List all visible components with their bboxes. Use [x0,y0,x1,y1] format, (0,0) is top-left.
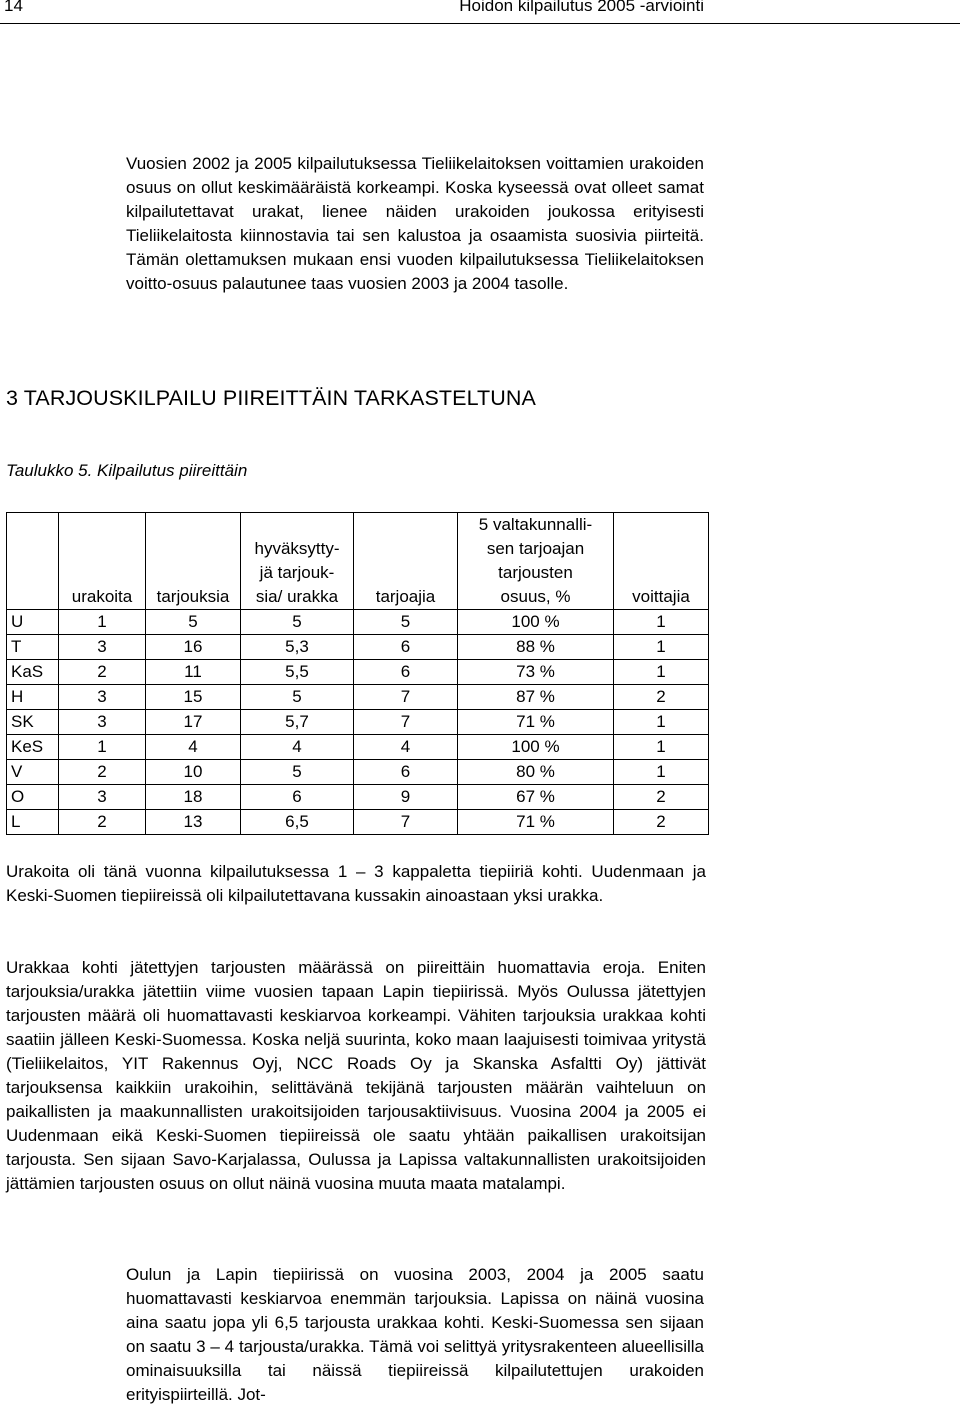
row-label-cell: H [7,685,59,710]
table-cell: 2 [614,810,709,835]
table-cell: 7 [354,810,458,835]
table-cell: 5 [354,610,458,635]
table-cell: 3 [59,785,146,810]
table-cell: 67 % [458,785,614,810]
row-label-cell: T [7,635,59,660]
table-row [7,710,709,735]
table-cell: 4 [146,735,241,760]
table-cell: 11 [146,660,241,685]
section-heading: 3 TARJOUSKILPAILU PIIREITTÄIN TARKASTELTUNA [6,386,536,410]
row-label-cell: U [7,610,59,635]
table-cell: 1 [614,635,709,660]
table-cell: 1 [614,760,709,785]
table-row [7,810,709,835]
table-cell: 87 % [458,685,614,710]
table-cell: 6 [354,760,458,785]
column-header: tarjoajia [354,513,458,610]
table-cell: 5 [241,685,354,710]
table-cell: 71 % [458,710,614,735]
intro-paragraph: Vuosien 2002 ja 2005 kilpailutuksessa Tieliikelaitoksen voittamien urakoiden osuus on ollut keskimääräistä korkeampi. Koska kyseessä ovat olleet samat kilpailutettavat urakat, lienee näiden urakoiden joukossa erityisesti Tieliikelaitosta kiinnostavia tai sen kalustoa ja osaamista suosivia piirteitä. Tämän olettamuksen mukaan ensi vuoden kilpailutuksessa Tieliikelaitoksen voitto-osuus palautunee taas vuosien 2003 ja 2004 tasolle. [126,154,704,293]
table-cell: 1 [614,660,709,685]
table-row [7,735,709,760]
table-cell: 71 % [458,810,614,835]
results-table [6,512,709,835]
table-cell: 3 [59,710,146,735]
table-row [7,635,709,660]
row-label-cell: L [7,810,59,835]
running-title: Hoidon kilpailutus 2005 -arviointi [459,0,704,15]
paragraph-after-table-1: Urakoita oli tänä vuonna kilpailutuksessa 1 – 3 kappaletta tiepiiriä kohti. Uudenmaan ja Keski-Suomen tiepiireissä oli kilpailutettavana kussakin ainoastaan yksi urakka. [6,862,706,905]
table-cell: 2 [59,810,146,835]
column-header: tarjouksia [146,513,241,610]
table-caption: Taulukko 5. Kilpailutus piireittäin [6,461,248,480]
table-cell: 88 % [458,635,614,660]
table-cell: 1 [59,735,146,760]
table-cell: 6 [354,635,458,660]
table-cell: 3 [59,635,146,660]
table-cell: 100 % [458,735,614,760]
table-cell: 7 [354,710,458,735]
column-header: 5 valtakunnalli- sen tarjoajan tarjousten osuus, % [458,513,614,610]
row-label-cell: O [7,785,59,810]
table-cell: 18 [146,785,241,810]
table-cell: 1 [614,610,709,635]
column-header: hyväksytty- jä tarjouk- sia/ urakka [241,513,354,610]
table-cell: 3 [59,685,146,710]
table-cell: 17 [146,710,241,735]
table-cell: 5,3 [241,635,354,660]
column-header: voittajia [614,513,709,610]
table-cell: 73 % [458,660,614,685]
table-cell: 1 [59,610,146,635]
paragraph-after-table-3: Oulun ja Lapin tiepiirissä on vuosina 2003, 2004 ja 2005 saatu huomattavasti keskiarvoa enemmän tarjouksia. Lapissa on näinä vuosina aina saatu jopa yli 6,5 tarjousta urakkaa kohti. Keski-Suomessa sen sijaan on saatu 3 – 4 tarjousta/urakka. Tämä voi selittyä yritysrakenteen alueellisilla ominaisuuksilla tai näissä tiepiireissä kilpailutettujen urakoiden erityispiirteillä. Jot- [126,1265,704,1404]
table-header-row [7,513,709,610]
table-cell: 6 [241,785,354,810]
page-number: 14 [4,0,23,15]
table-cell: 7 [354,685,458,710]
table-cell: 2 [59,660,146,685]
column-header [7,513,59,610]
header-rule [0,23,960,24]
table-row [7,610,709,635]
table-row [7,660,709,685]
table-row [7,685,709,710]
table-cell: 13 [146,810,241,835]
paragraph-after-table-2: Urakkaa kohti jätettyjen tarjousten määrässä on piireittäin huomattavia eroja. Eniten tarjouksia/urakka jätettiin viime vuosien tapaan Lapin tiepiirissä. Myös Oulussa jätettyjen tarjousten määrä oli huomattavasti keskiarvoa korkeampi. Vähiten tarjouksia urakkaa kohti saatiin jälleen Keski-Suomessa. Koska neljä suurinta, koko maan laajuisesti toimivaa yritystä (Tieliikelaitos, YIT Rakennus Oyj, NCC Roads Oy ja Skanska Asfaltti Oy) jättivät tarjouksensa kaikkiin urakoihin, selittävänä tekijänä tarjousten määrän vaihteluun on paikallisten ja maakunnallisten urakoitsijoiden tarjousaktiivisuus. Vuosina 2004 ja 2005 ei Uudenmaan eikä Keski-Suomen tiepiireissä ole saatu yhtään paikallisen urakoitsijan tarjousta. Sen sijaan Savo-Karjalassa, Oulussa ja Lapissa valtakunnallisten urakoitsijoiden jättämien tarjousten osuus on ollut näinä vuosina muuta maata matalampi. [6,958,706,1193]
page-header [0,0,960,24]
table-cell: 5 [146,610,241,635]
table-cell: 9 [354,785,458,810]
table-cell: 15 [146,685,241,710]
table-body [7,610,709,835]
table-cell: 5,7 [241,710,354,735]
table-cell: 1 [614,735,709,760]
table-cell: 6 [354,660,458,685]
row-label-cell: SK [7,710,59,735]
row-label-cell: KeS [7,735,59,760]
table-cell: 2 [614,685,709,710]
table-cell: 5 [241,610,354,635]
table-cell: 5 [241,760,354,785]
table-cell: 1 [614,710,709,735]
table-cell: 4 [241,735,354,760]
table-cell: 6,5 [241,810,354,835]
column-header: urakoita [59,513,146,610]
table-cell: 16 [146,635,241,660]
table-cell: 2 [614,785,709,810]
table-cell: 10 [146,760,241,785]
row-label-cell: V [7,760,59,785]
table-row [7,760,709,785]
table-cell: 2 [59,760,146,785]
table-cell: 80 % [458,760,614,785]
table-cell: 100 % [458,610,614,635]
table-row [7,785,709,810]
table-cell: 4 [354,735,458,760]
table-cell: 5,5 [241,660,354,685]
row-label-cell: KaS [7,660,59,685]
